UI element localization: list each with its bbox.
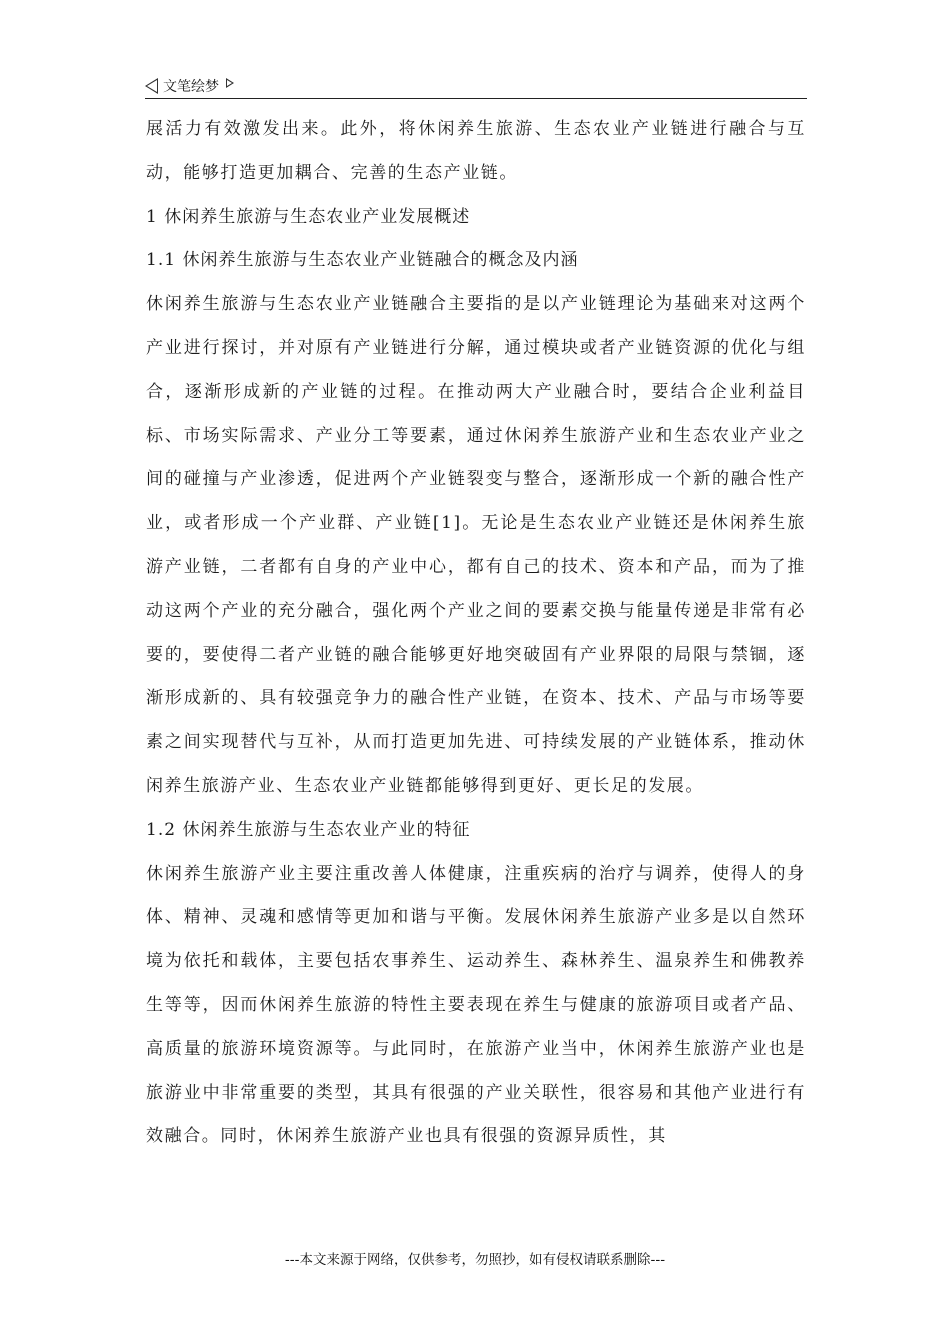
right-triangle-icon [226,78,234,88]
document-body [146,108,806,1159]
brand [145,76,234,96]
paragraph-intro-continued: 展活力有效激发出来。此外，将休闲养生旅游、生态农业产业链进行融合与互动，能够打造更加耦合、完善的生态产业链。 [146,119,806,183]
brand-title: 文笔绘梦 [163,79,219,95]
paragraph-1-1: 休闲养生旅游与生态农业产业链融合主要指的是以产业链理论为基础来对这两个产业进行探讨，并对原有产业链进行分解，通过模块或者产业链资源的优化与组合，逐渐形成新的产业链的过程。在推动两大产业融合时，要结合企业利益目标、市场实际需求、产业分工等要素，通过休闲养生旅游产业和生态农业产业之间的碰撞与产业渗透，促进两个产业链裂变与整合，逐渐形成一个新的融合性产业，或者形成一个产业群、产业链[1]。无论是生态农业产业链还是休闲养生旅游产业链，二者都有自身的产业中心，都有自己的技术、资本和产品，而为了推动这两个产业的充分融合，强化两个产业之间的要素交换与能量传递是非常有必要的，要使得二者产业链的融合能够更好地突破固有产业界限的局限与禁锢，逐渐形成新的、具有较强竞争力的融合性产业链，在资本、技术、产品与市场等要素之间实现替代与互补，从而打造更加先进、可持续发展的产业链体系，推动休闲养生旅游产业、生态农业产业链都能够得到更好、更长足的发展。 [146,294,806,796]
page-header [145,72,807,99]
footer-notice: ---本文来源于网络，仅供参考，勿照抄，如有侵权请联系删除--- [284,1252,666,1268]
paragraph-1-2: 休闲养生旅游产业主要注重改善人体健康，注重疾病的治疗与调养，使得人的身体、精神、灵魂和感情等更加和谐与平衡。发展休闲养生旅游产业多是以自然环境为依托和载体，主要包括农事养生、运动养生、森林养生、温泉养生和佛教养生等等，因而休闲养生旅游的特性主要表现在养生与健康的旅游项目或者产品、高质量的旅游环境资源等。与此同时，在旅游产业当中，休闲养生旅游产业也是旅游业中非常重要的类型，其具有很强的产业关联性，很容易和其他产业进行有效融合。同时，休闲养生旅游产业也具有很强的资源异质性，其 [146,863,806,1147]
section-heading-1: 1 休闲养生旅游与生态农业产业发展概述 [146,206,471,227]
subsection-heading-1-2: 1.2 休闲养生旅游与生态农业产业的特征 [146,819,471,840]
left-triangle-icon [145,78,158,94]
subsection-heading-1-1: 1.1 休闲养生旅游与生态农业产业链融合的概念及内涵 [146,250,579,271]
